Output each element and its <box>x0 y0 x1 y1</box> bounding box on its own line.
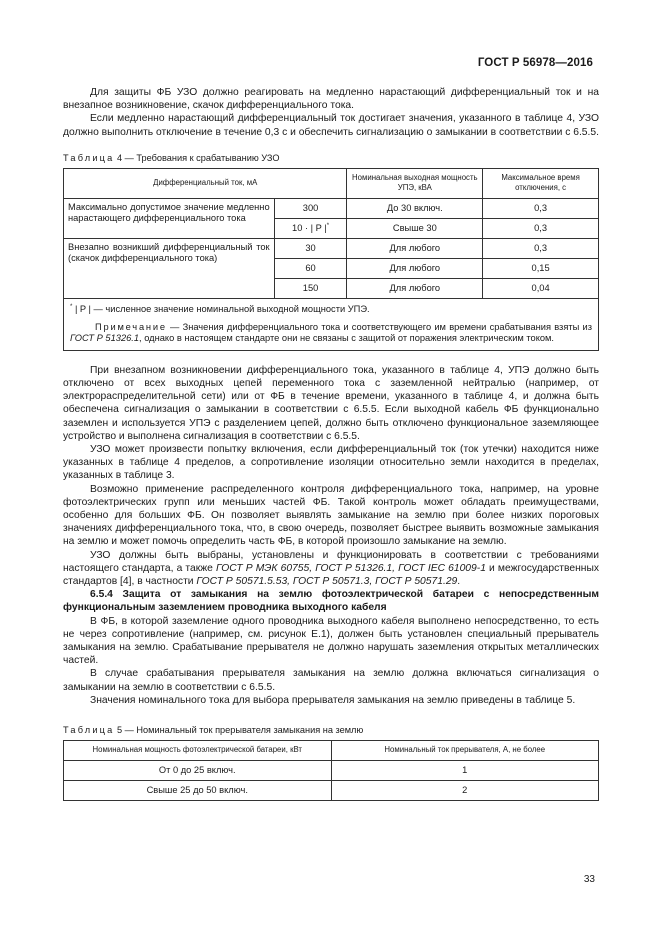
table4-caption-text: 4 — Требования к срабатыванию УЗО <box>117 152 280 163</box>
table4-current-cell: 150 <box>274 278 347 298</box>
paragraph-6-text-b: и межгосударственных стандартов [4], в частности <box>63 562 599 587</box>
table4-time-cell: 0,15 <box>483 258 599 278</box>
table5-header-current: Номинальный ток прерывателя, А, не более <box>331 740 598 760</box>
table4-footnote-ref: * <box>326 223 330 230</box>
table4-current-cell: 60 <box>274 258 347 278</box>
table4-footer-row <box>64 298 599 350</box>
table4-current-cell: 30 <box>274 238 347 258</box>
table5-power-cell: Свыше 25 до 50 включ. <box>64 780 332 800</box>
table-row <box>64 198 599 218</box>
table4-time-cell: 0,3 <box>483 198 599 218</box>
table4-footnote-text: — численное значение номинальной выходной мощности УПЭ. <box>90 303 370 314</box>
table-row <box>64 780 599 800</box>
body-paragraph-6 <box>63 549 599 589</box>
paragraph-6-text-c: . <box>457 575 461 587</box>
intro-paragraph-1: Для защиты ФБ УЗО должно реагировать на медленно нарастающий дифференциальный ток и на внезапное возникновение, скачок дифференциального тока. <box>63 87 599 112</box>
section-heading-6-5-4: 6.5.4 Защита от замыкания на землю фотоэлектрической батареи с непосредственным функциональным заземлением проводника выходного кабеля <box>63 589 599 614</box>
table5-current-cell: 2 <box>331 780 598 800</box>
table-4 <box>63 168 599 351</box>
intro-paragraph-2: Если медленно нарастающий дифференциальный ток достигает значения, указанного в таблице 4, УЗО должно выполнить отключение в течение 0,3 с и обеспечить сигнализацию о замыкании в соответствии с 6.5.5. <box>63 113 599 138</box>
table5-caption <box>63 725 599 735</box>
standards-references-2: ГОСТ Р 50571.5.53, ГОСТ Р 50571.3, ГОСТ Р 50571.29 <box>196 575 458 587</box>
body-paragraph-5: Возможно применение распределенного контроля дифференциального тока, например, на уровне фотоэлектрических групп или меньших частей ФБ. Такой контроль может обладать преимуществами, особенно для больших ФБ. Он позволяет выявлять замыкание на землю при более низких пороговых значениях дифференциального тока, что, в свою очередь, позволяет быстрее выявить возможные замыкания на землю и может помочь определить часть ФБ, в которой произошло замыкание на землю. <box>63 483 599 548</box>
paragraph-6-text-a: УЗО должны быть выбраны, установлены и функционировать в соответствии с требованиями настоящего стандарта, а также <box>63 549 599 574</box>
table5-caption-label: Таблица <box>63 724 115 735</box>
body-paragraph-9: Значения номинального тока для выбора прерывателя замыкания на землю приведены в таблице 5. <box>90 694 576 706</box>
table4-footer <box>64 298 599 350</box>
table4-header-current: Дифференциальный ток, мА <box>64 168 347 198</box>
table4-note-text-a: — Значения дифференциального тока и соответствующего им времени срабатывания взяты из <box>166 321 592 332</box>
body-paragraph-7: В ФБ, в которой заземление одного проводника выходного кабеля выполнено непосредственно, то есть не через сопротивление (например, см. рисунок Е.1), должен быть установлен специальный прерыватель замыкания на землю. Срабатывание прерывателя не должно нарушать заземления открытых металлических частей. <box>63 615 599 667</box>
table4-current-cell: 300 <box>274 198 347 218</box>
table-5 <box>63 740 599 801</box>
table4-time-cell: 0,3 <box>483 218 599 238</box>
table5-caption-text: 5 — Номинальный ток прерывателя замыкания на землю <box>117 724 364 735</box>
table4-power-cell: Для любого <box>347 238 483 258</box>
table4-group1-label: Максимально допустимое значение медленно нарастающего дифференциального тока <box>64 198 275 238</box>
table4-power-cell: Свыше 30 <box>347 218 483 238</box>
table4-footnote <box>70 302 592 316</box>
table4-note-reference: ГОСТ Р 51326.1 <box>70 333 140 344</box>
table-row <box>64 760 599 780</box>
table4-footnote-symbol: | P | <box>74 303 91 314</box>
table4-time-cell: 0,3 <box>483 238 599 258</box>
body-paragraph-8: В случае срабатывания прерывателя замыкания на землю должна включаться сигнализация о замыкании на землю в соответствии с 6.5.5. <box>63 668 599 693</box>
table4-power-cell: Для любого <box>347 258 483 278</box>
table4-current-value: 10 · | P | <box>292 223 327 234</box>
table4-footnote-mark: * <box>70 303 73 310</box>
table4-note-label: Примечание <box>95 321 167 332</box>
table4-header-time: Максимальное время отключения, с <box>483 168 599 198</box>
body-paragraph-4: УЗО может произвести попытку включения, если дифференциальный ток (ток утечки) находится ниже указанных в таблице 4 пределов, а сопротивление изоляции относительно земли находится в пределах, указанных в таблице 3. <box>63 443 599 482</box>
table4-group2-label: Внезапно возникший дифференциальный ток (скачок дифференциального тока) <box>64 238 275 298</box>
table5-header-power: Номинальная мощность фотоэлектрической батареи, кВт <box>64 740 332 760</box>
table5-power-cell: От 0 до 25 включ. <box>64 760 332 780</box>
table4-header-power: Номинальная выходная мощность УПЭ, кВА <box>347 168 483 198</box>
page-content <box>63 86 599 801</box>
document-id: ГОСТ Р 56978—2016 <box>477 57 593 69</box>
table5-header-row <box>64 740 599 760</box>
table4-note-text-b: , однако в настоящем стандарте они не связаны с защитой от поражения электрическим током. <box>139 333 555 344</box>
table4-note <box>70 322 592 345</box>
table4-current-cell <box>274 218 347 238</box>
table4-caption-label: Таблица <box>63 152 115 163</box>
page-number: 33 <box>583 874 595 885</box>
table4-power-cell: Для любого <box>347 278 483 298</box>
table4-caption <box>63 153 599 163</box>
table5-current-cell: 1 <box>331 760 598 780</box>
standards-references-1: ГОСТ Р МЭК 60755, ГОСТ Р 51326.1, ГОСТ IEC 61009-1 <box>215 562 486 574</box>
table4-power-cell: До 30 включ. <box>347 198 483 218</box>
body-paragraph-3: При внезапном возникновении дифференциального тока, указанного в таблице 4, УПЭ должно быть отключено от всех выходных цепей переменного тока с заземленной нейтралью (например, от электрораспределительной сети) или от ФБ в течение времени, указанного в таблице 4, и должна быть обеспечена сигнализация о замыкании в соответствии с 6.5.5. Если выходной кабель ФБ функционально заземлен и используется УПЭ с разделением цепей, должно быть отключено функциональное заземляющее устройство и выполнена сигнализация в соответствии с 6.5.5. <box>63 364 599 442</box>
table-row <box>64 238 599 258</box>
table4-time-cell: 0,04 <box>483 278 599 298</box>
table4-header-row <box>64 168 599 198</box>
